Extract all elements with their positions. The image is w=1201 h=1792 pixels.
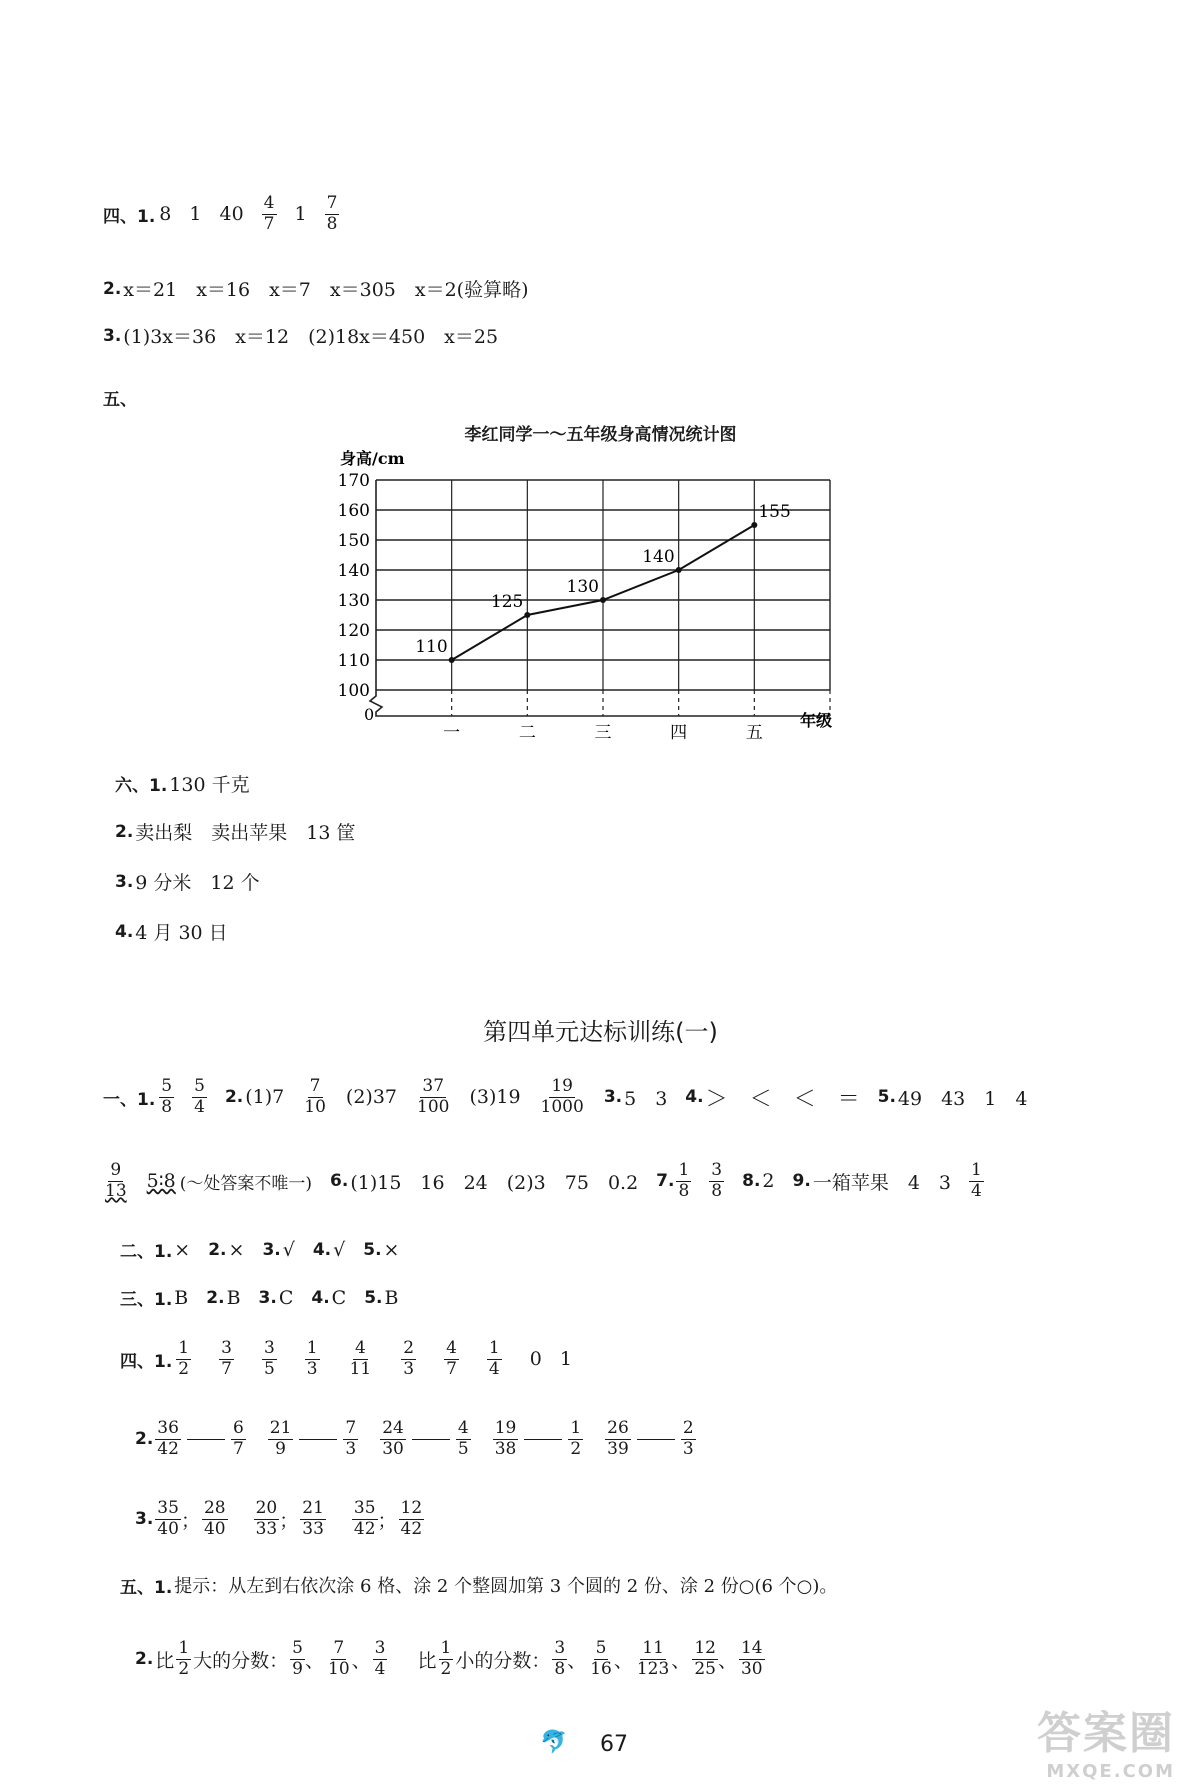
fraction: $\frac{12}{25}$ [694, 1638, 716, 1679]
y-tick-label: 140 [337, 561, 370, 581]
answer: C [278, 1286, 294, 1309]
q-label: 6. [330, 1171, 349, 1192]
text: 比 [155, 1649, 175, 1672]
y-tick-labels [338, 471, 370, 701]
q-label: 四、1. [120, 1351, 173, 1372]
answer: (3)19 [469, 1086, 521, 1109]
q-label: 5. [877, 1087, 896, 1108]
watermark [1037, 1697, 1175, 1782]
connector-line [524, 1439, 562, 1440]
y-tick-label: 160 [337, 501, 370, 521]
q6-line3 [115, 868, 278, 895]
data-label: 140 [642, 547, 675, 567]
fraction: $\frac{36}{42}$ [157, 1418, 179, 1459]
answer: 1 [559, 1348, 572, 1371]
dolphin-logo-icon: 🐬 [540, 1730, 568, 1755]
fraction: $\frac{24}{30}$ [382, 1418, 404, 1459]
fraction: $\frac{1}{4}$ [488, 1338, 500, 1379]
separator: 、 [304, 1649, 324, 1672]
answer: 49 43 1 4 [897, 1087, 1028, 1110]
answer: 1 [189, 203, 202, 226]
q-label: 2. [206, 1287, 225, 1308]
fraction: $\frac{7}{10}$ [328, 1638, 350, 1679]
connector-line [637, 1439, 675, 1440]
data-point [600, 597, 606, 603]
fraction: $\frac{26}{39}$ [607, 1418, 629, 1459]
q4-line2 [103, 275, 547, 302]
q-label: 3. [262, 1239, 281, 1260]
text: 小的分数： [455, 1649, 551, 1672]
answer: 2 [762, 1170, 775, 1193]
q-label: 4. [685, 1087, 704, 1108]
q4-line3 [103, 322, 516, 349]
s1-line5 [120, 1340, 590, 1379]
answer: × [383, 1238, 400, 1261]
s1-line3 [120, 1237, 417, 1262]
fraction: $\frac{1}{2}$ [440, 1638, 452, 1679]
x-tick-label: 三 [594, 723, 612, 740]
fraction: $\frac{35}{40}$ [157, 1498, 179, 1539]
data-label: 155 [758, 502, 791, 522]
separator: ； [279, 1509, 299, 1532]
q-label: 4. [312, 1239, 332, 1260]
y-tick-label: 130 [337, 591, 370, 611]
q5-line [103, 385, 155, 410]
fraction: $\frac{7}{10}$ [304, 1076, 326, 1117]
answer: 40 [219, 203, 244, 226]
answer: 1 [294, 203, 307, 226]
fraction: $\frac{19}{1000}$ [540, 1076, 584, 1117]
x-axis-label: 年级 [800, 711, 833, 730]
separator: 、 [613, 1649, 633, 1672]
height-line-chart [330, 450, 850, 740]
s1-line7 [135, 1500, 424, 1539]
s1-line4 [120, 1285, 416, 1310]
s1-line8 [120, 1572, 855, 1598]
answer: B [174, 1286, 189, 1309]
fraction: $\frac{1}{2}$ [178, 1638, 190, 1679]
data-point [524, 612, 530, 618]
fraction: $\frac{3}{5}$ [263, 1338, 275, 1379]
answer: 5∶8 [146, 1170, 176, 1193]
q-label: 2. [115, 821, 134, 842]
y-tick-label: 120 [337, 621, 370, 641]
q-label: 8. [742, 1171, 761, 1192]
y-tick-label: 100 [337, 681, 370, 701]
watermark-url: MXQE.COM [1046, 1761, 1175, 1782]
section-title: 第四单元达标训练(一) [483, 1018, 718, 1046]
q-label: 3. [135, 1509, 154, 1530]
separator: ； [180, 1509, 200, 1532]
separator: 、 [671, 1649, 691, 1672]
fraction: $\frac{21}{9}$ [269, 1418, 292, 1459]
fraction: $\frac{4}{11}$ [349, 1338, 372, 1379]
answer: C [331, 1286, 347, 1309]
fraction: $\frac{2}{3}$ [682, 1418, 694, 1459]
fraction: $\frac{1}{3}$ [306, 1338, 318, 1379]
y-tick-label: 170 [337, 471, 370, 491]
q-label: 五、 [103, 390, 137, 410]
answer: √ [282, 1238, 295, 1261]
separator: 、 [567, 1649, 587, 1672]
q6-line2 [115, 818, 374, 845]
q6-line4 [115, 918, 246, 945]
answer: B [384, 1286, 399, 1309]
fraction: $\frac{5}{8}$ [161, 1076, 173, 1117]
q-label: 4. [311, 1287, 330, 1308]
answer: 0 [529, 1348, 542, 1371]
q-label: 5. [363, 1239, 382, 1260]
fraction: $\frac{5}{16}$ [590, 1638, 612, 1679]
connector-line [187, 1439, 225, 1440]
y-origin-label: 0 [364, 705, 375, 724]
fraction: $\frac{3}{8}$ [554, 1638, 566, 1679]
fraction: $\frac{1}{2}$ [178, 1338, 190, 1379]
fraction: $\frac{19}{38}$ [494, 1418, 517, 1459]
separator: 、 [351, 1649, 371, 1672]
data-label: 125 [490, 592, 524, 612]
data-point [751, 522, 757, 528]
y-tick-label: 150 [337, 531, 370, 551]
answer: (1)7 [245, 1086, 285, 1109]
fraction: $\frac{1}{2}$ [570, 1418, 582, 1459]
answer-text: 130 千克 [169, 774, 250, 796]
fraction: $\frac{5}{4}$ [194, 1076, 205, 1117]
x-tick-label: 二 [518, 723, 536, 740]
data-point [449, 657, 455, 663]
answer: B [226, 1286, 241, 1309]
fraction: $\frac{3}{8}$ [711, 1160, 723, 1201]
fraction: $\frac{1}{8}$ [678, 1160, 690, 1201]
fraction: $\frac{4}{7}$ [446, 1338, 457, 1379]
fraction: $\frac{2}{3}$ [403, 1338, 415, 1379]
note: (～处答案不唯一) [179, 1173, 313, 1194]
fraction: $\frac{3}{4}$ [374, 1638, 386, 1679]
q-label: 2. [224, 1087, 244, 1108]
answer-text: 提示：从左到右依次涂 6 格、涂 2 个整圆加第 3 个圆的 2 份、涂 2 份○(6 个○)。 [174, 1576, 838, 1597]
answer-text: 卖出梨 卖出苹果 13 筐 [135, 822, 356, 844]
q-label: 一、1. [103, 1089, 156, 1110]
chart-title: 李红同学一～五年级身高情况统计图 [464, 425, 737, 445]
fraction: $\frac{4}{7}$ [263, 193, 275, 234]
page-number: 67 [600, 1732, 628, 1757]
data-label: 110 [415, 637, 448, 657]
fraction: $\frac{37}{100}$ [417, 1076, 450, 1117]
q-label: 2. [135, 1429, 154, 1450]
answer: ＞ ＜ ＜ ＝ [705, 1086, 860, 1112]
answer-text: x＝21 x＝16 x＝7 x＝305 x＝2(验算略) [123, 279, 529, 301]
connector-line [299, 1439, 337, 1440]
answer: 5 3 [624, 1087, 668, 1110]
q-label: 3. [115, 871, 134, 892]
data-label: 130 [566, 577, 599, 597]
fraction: $\frac{21}{33}$ [302, 1498, 324, 1539]
q-label: 9. [792, 1171, 811, 1192]
q-label: 三、1. [120, 1290, 173, 1310]
text: 大的分数： [193, 1649, 289, 1672]
s1-line1 [103, 1078, 1027, 1117]
q-label: 五、1. [120, 1577, 173, 1598]
q-label: 5. [364, 1287, 383, 1308]
q-label: 4. [115, 921, 134, 942]
q-label: 7. [656, 1171, 675, 1192]
answer: 8 [159, 203, 172, 226]
fraction: $\frac{5}{9}$ [292, 1638, 303, 1679]
fraction: $\frac{11}{123}$ [636, 1638, 670, 1679]
answer: √ [333, 1238, 346, 1261]
x-tick-label: 四 [670, 723, 688, 740]
fraction: $\frac{4}{5}$ [457, 1418, 469, 1459]
fraction: $\frac{35}{42}$ [353, 1498, 376, 1539]
s1-line6 [135, 1420, 696, 1459]
watermark-title: 答案圈 [1037, 1708, 1175, 1759]
q-label: 2. [103, 278, 122, 299]
answer-text: 9 分米 12 个 [135, 872, 260, 894]
y-axis-label: 身高/cm [340, 450, 405, 468]
answer: (1)15 16 24 (2)3 75 0.2 [350, 1171, 639, 1194]
connector-line [412, 1439, 450, 1440]
answer-text: (1)3x＝36 x＝12 (2)18x＝450 x＝25 [123, 326, 499, 348]
q4-line1 [103, 195, 357, 234]
answer: × [174, 1238, 191, 1261]
q-label: 二、1. [120, 1242, 173, 1262]
q-label: 2. [135, 1649, 154, 1670]
q6-line1 [115, 770, 268, 797]
fraction: $\frac{20}{33}$ [255, 1498, 278, 1539]
fraction: $\frac{14}{30}$ [740, 1638, 763, 1679]
x-tick-labels [443, 723, 763, 740]
x-tick-label: 一 [443, 723, 461, 740]
q-label: 3. [103, 325, 122, 346]
q-label: 3. [258, 1287, 277, 1308]
q-label: 六、1. [115, 776, 168, 796]
s1-line9 [135, 1640, 765, 1679]
fraction: $\frac{28}{40}$ [203, 1498, 226, 1539]
separator: 、 [717, 1649, 737, 1672]
s1-line2 [103, 1162, 1002, 1201]
data-point [676, 567, 682, 573]
separator: ； [377, 1509, 397, 1532]
fraction: $\frac{1}{4}$ [971, 1160, 982, 1201]
text: 比 [417, 1649, 437, 1672]
q-label: 3. [603, 1087, 623, 1108]
fraction: $\frac{3}{7}$ [221, 1338, 232, 1379]
fraction: $\frac{7}{8}$ [326, 193, 338, 234]
q-label: 2. [208, 1239, 227, 1260]
answer: 一箱苹果 4 3 [812, 1171, 951, 1194]
answer-text: 4 月 30 日 [135, 922, 228, 944]
answer: × [228, 1238, 245, 1261]
fraction: $\frac{9}{13}$ [105, 1160, 127, 1201]
fraction: $\frac{12}{42}$ [400, 1498, 423, 1539]
fraction: $\frac{6}{7}$ [232, 1418, 244, 1459]
q-label: 四、1. [103, 206, 156, 227]
x-tick-label: 五 [745, 723, 763, 740]
y-tick-label: 110 [337, 651, 370, 671]
answer: (2)37 [345, 1086, 397, 1109]
fraction: $\frac{7}{3}$ [345, 1418, 357, 1459]
